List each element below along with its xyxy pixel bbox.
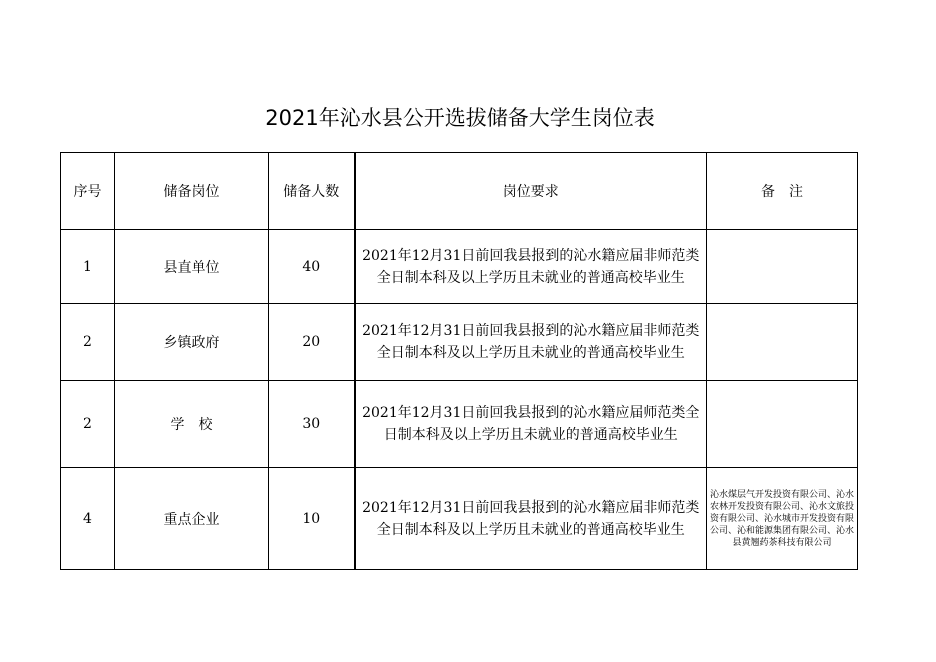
row-remark (707, 381, 858, 468)
row-position: 学 校 (115, 381, 269, 468)
header-remark: 备 注 (707, 153, 858, 230)
row-remark (707, 304, 858, 381)
row-requirement: 2021年12月31日前回我县报到的沁水籍应届非师范类全日制本科及以上学历且未就业的普通高校毕业生 (355, 304, 707, 381)
row-count: 30 (269, 381, 355, 468)
row-requirement: 2021年12月31日前回我县报到的沁水籍应届师范类全日制本科及以上学历且未就业的普通高校毕业生 (355, 381, 707, 468)
header-requirement: 岗位要求 (355, 153, 707, 230)
table-row (61, 468, 858, 570)
header-count: 储备人数 (269, 153, 355, 230)
row-count: 10 (269, 468, 355, 570)
row-index: 4 (61, 468, 115, 570)
position-table (60, 152, 858, 570)
document-title: 2021年沁水县公开选拔储备大学生岗位表 (265, 106, 655, 130)
row-index: 2 (61, 381, 115, 468)
table-header-row (61, 153, 858, 230)
row-requirement: 2021年12月31日前回我县报到的沁水籍应届非师范类全日制本科及以上学历且未就业的普通高校毕业生 (355, 230, 707, 304)
row-position: 县直单位 (115, 230, 269, 304)
row-requirement: 2021年12月31日前回我县报到的沁水籍应届非师范类全日制本科及以上学历且未就业的普通高校毕业生 (355, 468, 707, 570)
row-remark: 沁水煤层气开发投资有限公司、沁水农林开发投资有限公司、沁水文旅投资有限公司、沁水城市开发投资有限公司、沁和能源集团有限公司、沁水县黄翘药茶科技有限公司 (707, 468, 858, 570)
header-index: 序号 (61, 153, 115, 230)
row-remark (707, 230, 858, 304)
table-row (61, 230, 858, 304)
table-row (61, 304, 858, 381)
row-position: 重点企业 (115, 468, 269, 570)
row-index: 2 (61, 304, 115, 381)
row-count: 40 (269, 230, 355, 304)
table-row (61, 381, 858, 468)
header-position: 储备岗位 (115, 153, 269, 230)
row-position: 乡镇政府 (115, 304, 269, 381)
row-count: 20 (269, 304, 355, 381)
row-index: 1 (61, 230, 115, 304)
